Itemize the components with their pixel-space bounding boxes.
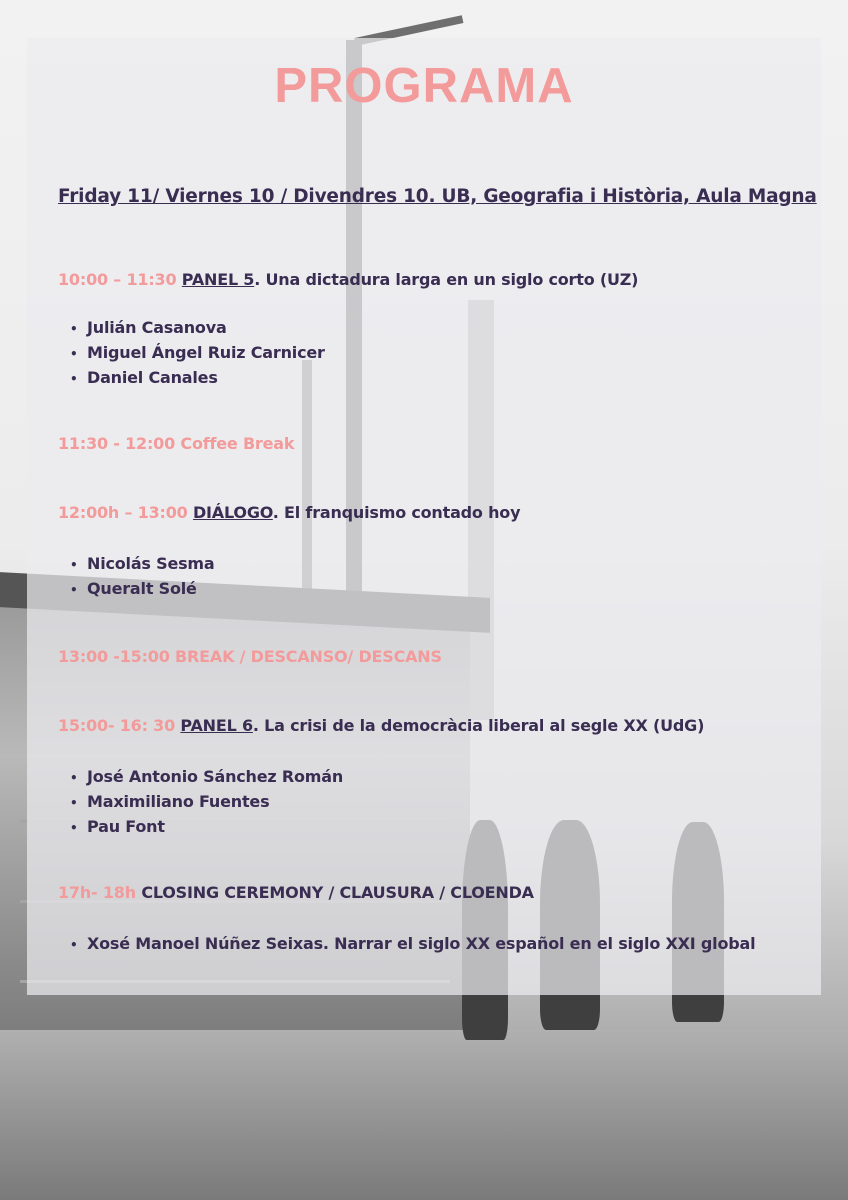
session-closing [58, 883, 534, 902]
speaker-name: Xosé Manoel Núñez Seixas. Narrar el siglo XX español en el siglo XXI global [87, 934, 756, 953]
event-heading: Friday 11/ Viernes 10 / Divendres 10. UB, Geografia i Història, Aula Magna [58, 186, 817, 207]
speaker-name: Miguel Ángel Ruiz Carnicer [87, 343, 325, 362]
speaker-item [70, 576, 215, 601]
speaker-list [70, 551, 215, 601]
speaker-item [70, 551, 215, 576]
speaker-name: Nicolás Sesma [87, 554, 215, 573]
bullet-icon: • [70, 347, 78, 361]
session-dialogo [58, 503, 520, 522]
speaker-name: Maximiliano Fuentes [87, 792, 270, 811]
speaker-name: Daniel Canales [87, 368, 218, 387]
speaker-item [70, 315, 325, 340]
session-desc: . El franquismo contado hoy [272, 503, 521, 522]
bullet-icon: • [70, 583, 78, 597]
session-panel-6 [58, 716, 704, 735]
session-label: PANEL 5 [181, 270, 255, 289]
session-label: DIÁLOGO [192, 503, 273, 522]
speaker-name: Pau Font [87, 817, 165, 836]
bullet-icon: • [70, 796, 78, 810]
page-title: PROGRAMA [274, 59, 574, 113]
bullet-icon: • [70, 372, 78, 386]
speaker-name: José Antonio Sánchez Román [87, 767, 344, 786]
session-time: 10:00 – 11:30 [58, 270, 177, 289]
session-label: PANEL 6 [180, 716, 253, 735]
speaker-item [70, 764, 343, 789]
session-desc: CLOSING CEREMONY / CLAUSURA / CLOENDA [141, 883, 534, 902]
bullet-icon: • [70, 322, 78, 336]
speaker-list [70, 315, 325, 390]
speaker-item [70, 931, 755, 956]
session-time: 12:00h – 13:00 [58, 503, 188, 522]
speaker-item [70, 340, 325, 365]
lunch-break: 13:00 -15:00 BREAK / DESCANSO/ DESCANS [58, 647, 442, 666]
speaker-item [70, 365, 325, 390]
session-desc: . Una dictadura larga en un siglo corto (UZ) [254, 270, 639, 289]
session-panel-5 [58, 270, 638, 289]
speaker-name: Julián Casanova [87, 318, 227, 337]
session-desc: . La crisi de la democràcia liberal al segle XX (UdG) [252, 716, 705, 735]
speaker-list [70, 931, 755, 956]
session-time: 15:00- 16: 30 [58, 716, 176, 735]
speaker-item [70, 789, 343, 814]
speaker-name: Queralt Solé [87, 579, 197, 598]
coffee-break: 11:30 - 12:00 Coffee Break [58, 434, 295, 453]
bullet-icon: • [70, 558, 78, 572]
speaker-list [70, 764, 343, 839]
speaker-item [70, 814, 343, 839]
bullet-icon: • [70, 771, 78, 785]
session-time: 17h- 18h [58, 883, 136, 902]
bullet-icon: • [70, 938, 78, 952]
bullet-icon: • [70, 821, 78, 835]
ground [0, 1030, 848, 1200]
